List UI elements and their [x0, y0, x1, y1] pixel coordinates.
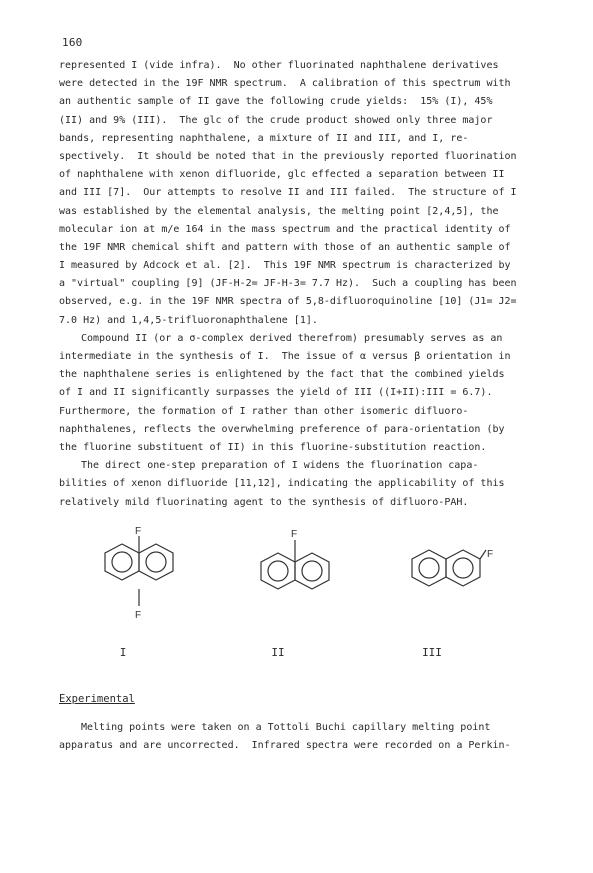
text-line: intermediate in the synthesis of I. The issue of α versus β orientation in: [59, 351, 511, 362]
text-line: (II) and 9% (III). The glc of the crude product showed only three major: [59, 114, 493, 126]
text-line: an authentic sample of II gave the following crude yields: 15% (I), 45%: [59, 96, 493, 108]
structure-label-1: I: [119, 646, 127, 659]
ring-left: [261, 553, 295, 589]
structure-3-fluoronaphthalene: [412, 550, 486, 586]
structure-2-fluoronaphthalene: [261, 540, 329, 589]
paragraph-results: [59, 57, 529, 330]
text-line: I measured by Adcock et al. [2]. This 19F NMR spectrum is characterized by: [59, 260, 511, 272]
text-line: naphthalenes, reflects the overwhelming preference of para-orientation (by: [59, 423, 505, 435]
atom-label-f: F: [291, 529, 298, 540]
text-line: the fluorine substituent of II) in this fluorine-substitution reaction.: [59, 441, 487, 453]
text-line: Compound II (or a σ-complex derived therefrom) presumably serves as an: [81, 332, 503, 344]
text-line: bands, representing naphthalene, a mixture of II and III, and I, re-: [59, 132, 469, 144]
text-line: molecular ion at m/e 164 in the mass spectrum and the practical identity of: [59, 223, 511, 235]
atom-label-f: F: [135, 610, 142, 621]
section-heading-experimental: Experimental: [59, 693, 135, 705]
text-line: Furthermore, the formation of I rather than other isomeric difluoro-: [59, 405, 469, 417]
text-line: of naphthalene with xenon difluoride, glc effected a separation between II: [59, 169, 505, 181]
structure-label-3: III: [422, 646, 442, 659]
text-line: apparatus and are uncorrected. Infrared spectra were recorded on a Perkin-: [59, 740, 511, 752]
text-line: were detected in the 19F NMR spectrum. A calibration of this spectrum with: [59, 78, 511, 90]
text-line: and III [7]. Our attempts to resolve II and III failed. The structure of I: [59, 187, 517, 199]
aromatic-circle: [268, 561, 288, 581]
text-line: relatively mild fluorinating agent to the synthesis of difluoro-PAH.: [59, 496, 469, 508]
page-number: 160: [62, 36, 83, 49]
text-line: of I and II significantly surpasses the yield of III ((I+II):III = 6.7).: [59, 387, 493, 399]
structure-label-2: II: [271, 646, 285, 659]
paragraph-conclusion: [59, 457, 529, 512]
text-line: The direct one-step preparation of I widens the fluorination capa-: [81, 460, 479, 472]
paragraph-discussion: [59, 330, 529, 457]
text-line: represented I (vide infra). No other fluorinated naphthalene derivatives: [59, 60, 499, 71]
atom-label-f: F: [135, 526, 142, 537]
main-text: [59, 57, 529, 512]
text-line: a "virtual" coupling [9] (JF-H-2= JF-H-3= 7.7 Hz). Such a coupling has been: [59, 278, 517, 290]
ring-right: [446, 550, 480, 586]
text-line: 7.0 Hz) and 1,4,5-trifluoronaphthalene [1].: [59, 314, 318, 326]
aromatic-circle: [419, 558, 439, 578]
aromatic-circle: [453, 558, 473, 578]
text-line: observed, e.g. in the 19F NMR spectra of 5,8-difluoroquinoline [10] (J1= J2=: [59, 296, 517, 308]
bond-f: [480, 550, 486, 559]
ring-left: [412, 550, 446, 586]
text-line: the 19F NMR chemical shift and pattern with those of an authentic sample of: [59, 241, 511, 253]
ring-right: [295, 553, 329, 589]
structures-drawing: [0, 520, 593, 680]
text-line: spectively. It should be noted that in the previously reported fluorination: [59, 150, 517, 162]
text-line: was established by the elemental analysis, the melting point [2,4,5], the: [59, 205, 499, 217]
ring-right: [139, 544, 173, 580]
chemical-structures: [0, 520, 593, 680]
text-line: bilities of xenon difluoride [11,12], indicating the applicability of this: [59, 478, 505, 490]
ring-left: [105, 544, 139, 580]
structure-1-difluoronaphthalene: [105, 536, 173, 606]
aromatic-circle: [302, 561, 322, 581]
aromatic-circle: [146, 552, 166, 572]
text-line: the naphthalene series is enlightened by the fact that the combined yields: [59, 369, 505, 381]
text-line: Melting points were taken on a Tottoli Buchi capillary melting point: [81, 722, 491, 733]
atom-label-f: F: [487, 549, 494, 560]
aromatic-circle: [112, 552, 132, 572]
experimental-text: [59, 719, 529, 755]
